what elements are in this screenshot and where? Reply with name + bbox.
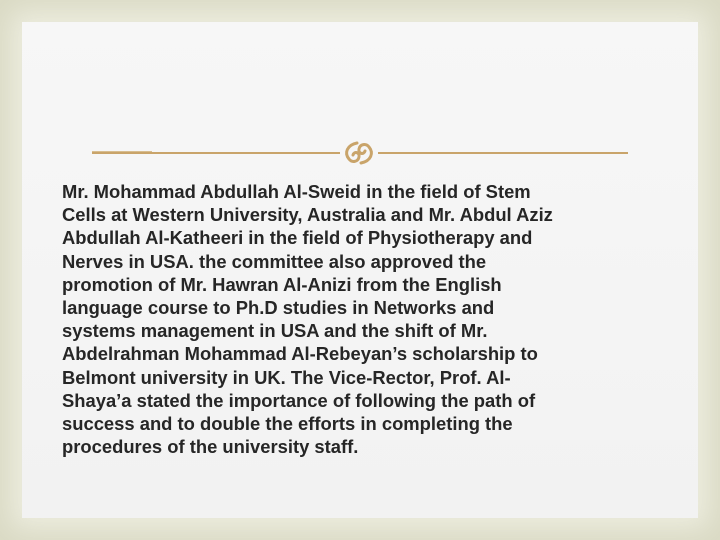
divider-line-left-accent <box>92 151 152 152</box>
divider-line-left <box>92 152 340 154</box>
divider-line-right <box>378 152 628 154</box>
swirl-ornament-icon <box>341 139 377 167</box>
body-paragraph: Mr. Mohammad Abdullah Al-Sweid in the field of Stem Cells at Western University, Australia and Mr. Abdul Aziz Abdullah Al-Katheeri in the field of Physiotherapy and Nerves in USA. the committee also approved the promotion of Mr. Hawran Al-Anizi from the English language course to Ph.D studies in Networks and systems management in USA and the shift of Mr. Abdelrahman Mohammad Al-Rebeyan’s scholarship to Belmont university in UK. The Vice-Rector, Prof. Al- Shaya’a stated the importance of following the path of success and to double the efforts in completing the procedures of the university staff. <box>62 181 553 458</box>
